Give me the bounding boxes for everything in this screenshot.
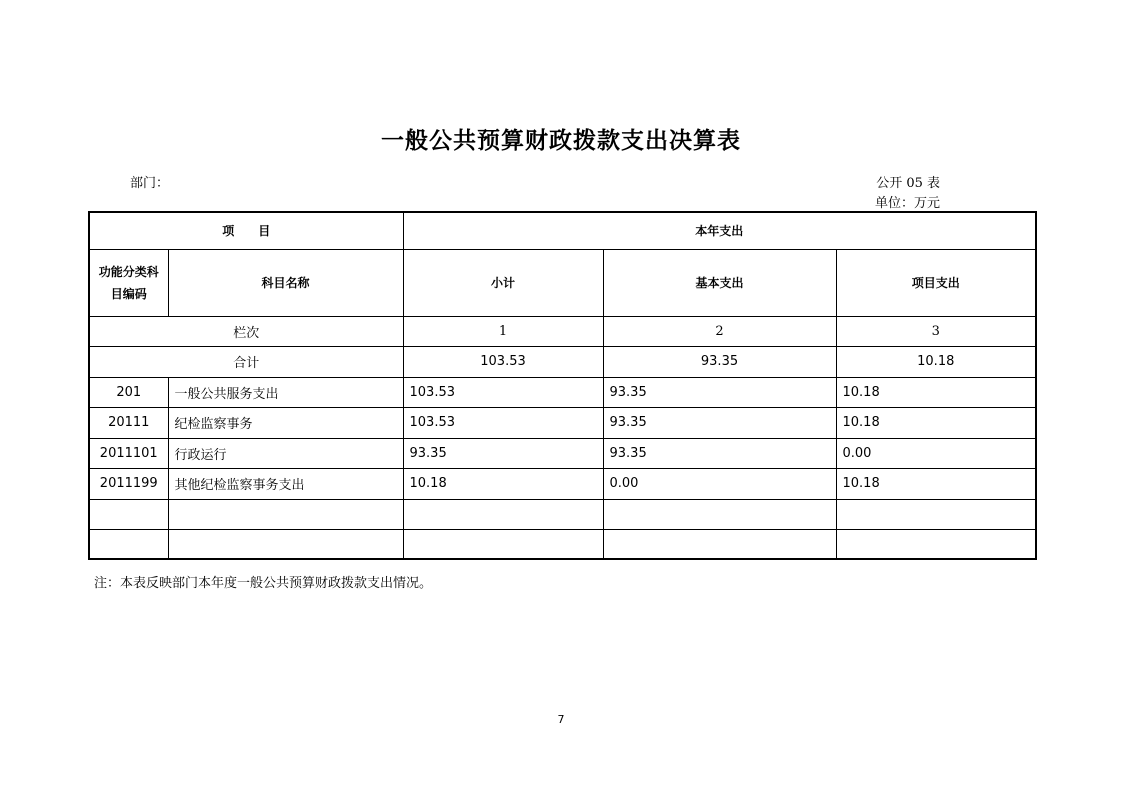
row-code: 2011101 — [89, 438, 168, 468]
header-project-expense: 项目支出 — [836, 249, 1036, 316]
empty-cell — [89, 529, 168, 559]
table-subheader-row — [89, 249, 1036, 316]
header-current-year: 本年支出 — [403, 212, 1036, 249]
form-number: 公开 05 表 — [876, 176, 940, 191]
header-project: 项 目 — [89, 212, 403, 249]
empty-cell — [168, 499, 403, 529]
empty-cell — [603, 529, 836, 559]
row-code: 20111 — [89, 407, 168, 438]
empty-cell — [836, 529, 1036, 559]
table-row — [89, 468, 1036, 499]
header-subtotal: 小计 — [403, 249, 603, 316]
page-title: 一般公共预算财政拨款支出决算表 — [381, 128, 741, 154]
total-label: 合计 — [89, 346, 403, 377]
empty-cell — [168, 529, 403, 559]
row-basic: 93.35 — [603, 407, 836, 438]
row-project: 10.18 — [836, 377, 1036, 407]
table-note: 注：本表反映部门本年度一般公共预算财政拨款支出情况。 — [94, 576, 433, 591]
row-name: 行政运行 — [168, 438, 403, 468]
empty-row — [89, 529, 1036, 559]
table-row — [89, 407, 1036, 438]
unit-label: 单位：万元 — [874, 196, 940, 211]
table-header-row — [89, 212, 1036, 249]
row-basic: 0.00 — [603, 468, 836, 499]
total-project: 10.18 — [836, 346, 1036, 377]
row-name: 一般公共服务支出 — [168, 377, 403, 407]
row-code: 2011199 — [89, 468, 168, 499]
page-number: 7 — [557, 713, 565, 726]
index-label: 栏次 — [89, 316, 403, 346]
row-project: 10.18 — [836, 407, 1036, 438]
row-subtotal: 10.18 — [403, 468, 603, 499]
index-row — [89, 316, 1036, 346]
total-basic: 93.35 — [603, 346, 836, 377]
row-subtotal: 93.35 — [403, 438, 603, 468]
header-basic: 基本支出 — [603, 249, 836, 316]
empty-cell — [603, 499, 836, 529]
header-code: 功能分类科目编码 — [89, 249, 168, 316]
row-basic: 93.35 — [603, 377, 836, 407]
row-subtotal: 103.53 — [403, 407, 603, 438]
empty-cell — [403, 499, 603, 529]
empty-cell — [89, 499, 168, 529]
row-code: 201 — [89, 377, 168, 407]
index-3: 3 — [836, 316, 1036, 346]
index-1: 1 — [403, 316, 603, 346]
row-subtotal: 103.53 — [403, 377, 603, 407]
empty-cell — [836, 499, 1036, 529]
empty-row — [89, 499, 1036, 529]
row-name: 纪检监察事务 — [168, 407, 403, 438]
total-subtotal: 103.53 — [403, 346, 603, 377]
row-project: 10.18 — [836, 468, 1036, 499]
index-2: 2 — [603, 316, 836, 346]
row-project: 0.00 — [836, 438, 1036, 468]
total-row — [89, 346, 1036, 377]
department-label: 部门： — [130, 176, 170, 191]
row-name: 其他纪检监察事务支出 — [168, 468, 403, 499]
table-row — [89, 438, 1036, 468]
row-basic: 93.35 — [603, 438, 836, 468]
empty-cell — [403, 529, 603, 559]
table-row — [89, 377, 1036, 407]
header-name: 科目名称 — [168, 249, 403, 316]
expenditure-table — [88, 211, 1037, 560]
